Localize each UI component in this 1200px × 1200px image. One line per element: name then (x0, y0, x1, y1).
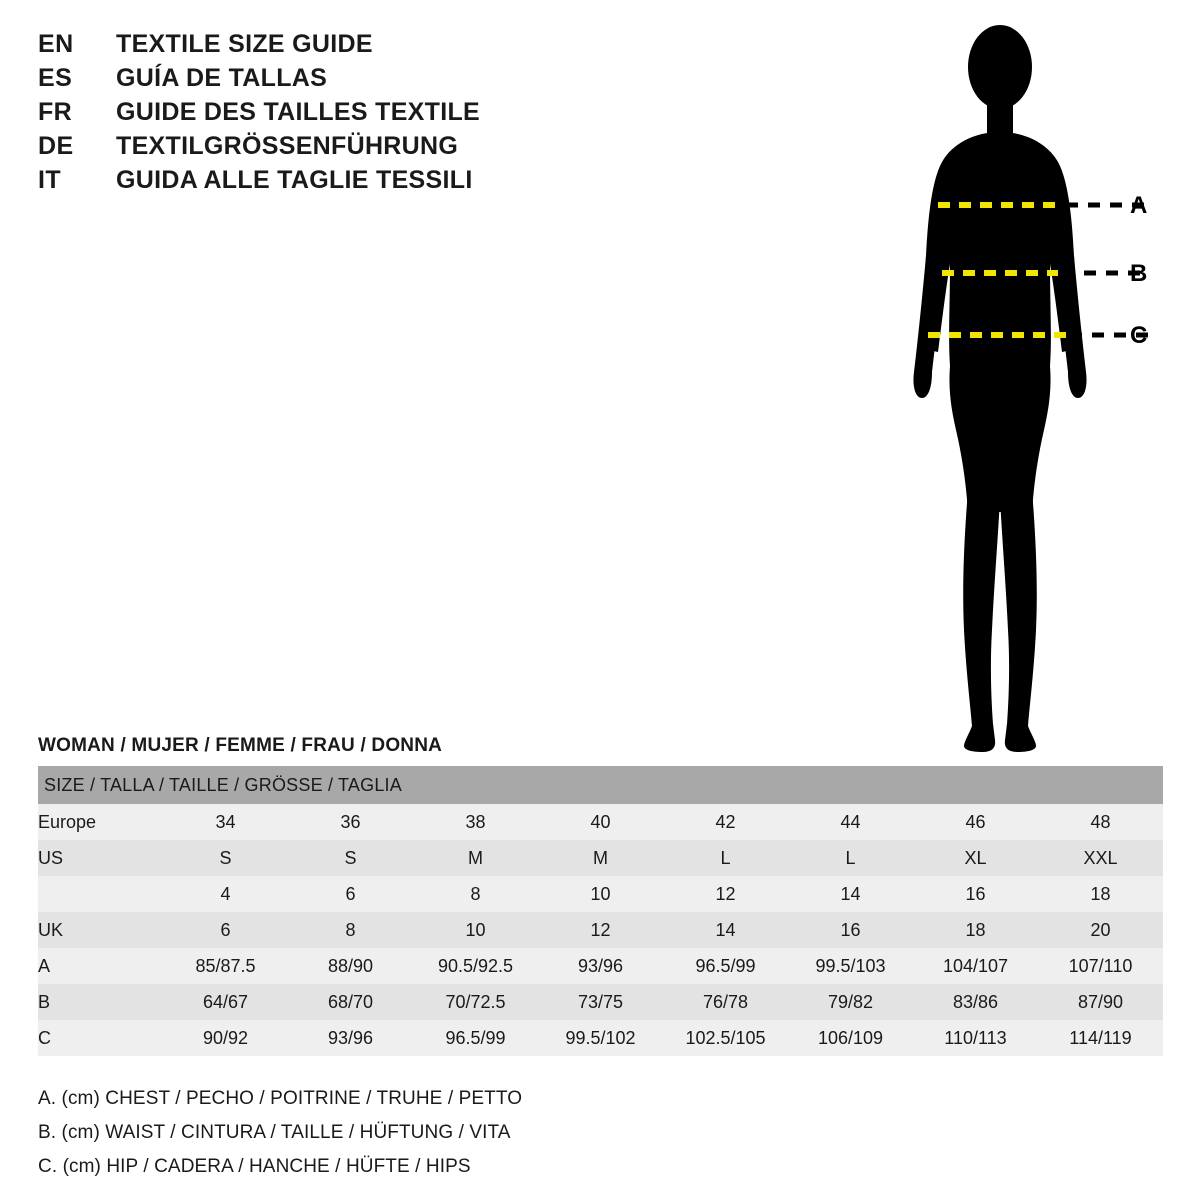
cell: 85/87.5 (163, 948, 288, 984)
title-text-fr: GUIDE DES TAILLES TEXTILE (116, 98, 481, 126)
title-text-de: TEXTILGRÖSSENFÜHRUNG (116, 132, 459, 160)
title-row (38, 98, 658, 132)
cell: M (538, 840, 663, 876)
section-heading: WOMAN / MUJER / FEMME / FRAU / DONNA (38, 735, 443, 756)
title-block (38, 30, 658, 200)
cell: 64/67 (163, 984, 288, 1020)
cell: 34 (163, 804, 288, 840)
cell: 96.5/99 (413, 1020, 538, 1056)
female-silhouette-icon (860, 20, 1190, 760)
cell: 6 (288, 876, 413, 912)
cell: 114/119 (1038, 1020, 1163, 1056)
cell: 36 (288, 804, 413, 840)
table-header-label: SIZE / TALLA / TAILLE / GRÖSSE / TAGLIA (38, 766, 1163, 804)
title-row (38, 132, 658, 166)
cell: S (288, 840, 413, 876)
measurement-legend (38, 1088, 738, 1190)
size-table-section (38, 735, 1163, 1056)
cell: 16 (913, 876, 1038, 912)
title-text-es: GUÍA DE TALLAS (116, 64, 328, 92)
table-row (38, 948, 1163, 984)
cell: 99.5/103 (788, 948, 913, 984)
title-lang-fr: FR (38, 98, 73, 126)
cell: 4 (163, 876, 288, 912)
cell: 44 (788, 804, 913, 840)
size-table (38, 766, 1163, 1056)
cell: XL (913, 840, 1038, 876)
cell: 90.5/92.5 (413, 948, 538, 984)
title-lang-es: ES (38, 64, 73, 92)
row-label: C (38, 1020, 163, 1056)
cell: 104/107 (913, 948, 1038, 984)
cell: 46 (913, 804, 1038, 840)
title-row (38, 166, 658, 200)
cell: 102.5/105 (663, 1020, 788, 1056)
cell: 6 (163, 912, 288, 948)
row-label: B (38, 984, 163, 1020)
title-row (38, 30, 658, 64)
legend-line-c: C. (cm) HIP / CADERA / HANCHE / HÜFTE / HIPS (38, 1156, 471, 1177)
cell: 106/109 (788, 1020, 913, 1056)
cell: M (413, 840, 538, 876)
cell: 12 (538, 912, 663, 948)
title-text-en: TEXTILE SIZE GUIDE (116, 30, 373, 58)
cell: S (163, 840, 288, 876)
cell: 88/90 (288, 948, 413, 984)
legend-line-a: A. (cm) CHEST / PECHO / POITRINE / TRUHE / PETTO (38, 1088, 523, 1109)
cell: 8 (288, 912, 413, 948)
title-row (38, 64, 658, 98)
cell: 14 (788, 876, 913, 912)
table-row (38, 912, 1163, 948)
cell: L (788, 840, 913, 876)
cell: 90/92 (163, 1020, 288, 1056)
title-lang-en: EN (38, 30, 74, 58)
cell: 48 (1038, 804, 1163, 840)
measure-label-a: A (1130, 192, 1148, 219)
measure-label-b: B (1130, 260, 1148, 287)
title-lang-it: IT (38, 166, 62, 194)
table-row (38, 1020, 1163, 1056)
table-header-row (38, 766, 1163, 804)
measure-label-c: C (1130, 322, 1148, 349)
cell: 16 (788, 912, 913, 948)
cell: 99.5/102 (538, 1020, 663, 1056)
row-label: US (38, 840, 163, 876)
cell: 14 (663, 912, 788, 948)
row-label: UK (38, 912, 163, 948)
cell: L (663, 840, 788, 876)
cell: 79/82 (788, 984, 913, 1020)
cell: 110/113 (913, 1020, 1038, 1056)
cell: 10 (413, 912, 538, 948)
legend-line-b: B. (cm) WAIST / CINTURA / TAILLE / HÜFTUNG / VITA (38, 1122, 511, 1143)
title-text-it: GUIDA ALLE TAGLIE TESSILI (116, 166, 473, 194)
row-label: A (38, 948, 163, 984)
cell: 18 (1038, 876, 1163, 912)
cell: 10 (538, 876, 663, 912)
cell: 93/96 (538, 948, 663, 984)
cell: 68/70 (288, 984, 413, 1020)
cell: 18 (913, 912, 1038, 948)
cell: 12 (663, 876, 788, 912)
cell: 42 (663, 804, 788, 840)
row-label (38, 876, 163, 912)
cell: XXL (1038, 840, 1163, 876)
title-lang-de: DE (38, 132, 74, 160)
cell: 40 (538, 804, 663, 840)
cell: 76/78 (663, 984, 788, 1020)
table-row (38, 840, 1163, 876)
table-row (38, 876, 1163, 912)
cell: 8 (413, 876, 538, 912)
body-measurement-figure (860, 20, 1190, 760)
cell: 96.5/99 (663, 948, 788, 984)
cell: 38 (413, 804, 538, 840)
table-row (38, 804, 1163, 840)
cell: 73/75 (538, 984, 663, 1020)
cell: 93/96 (288, 1020, 413, 1056)
row-label: Europe (38, 804, 163, 840)
cell: 20 (1038, 912, 1163, 948)
cell: 87/90 (1038, 984, 1163, 1020)
cell: 83/86 (913, 984, 1038, 1020)
table-row (38, 984, 1163, 1020)
cell: 107/110 (1038, 948, 1163, 984)
cell: 70/72.5 (413, 984, 538, 1020)
